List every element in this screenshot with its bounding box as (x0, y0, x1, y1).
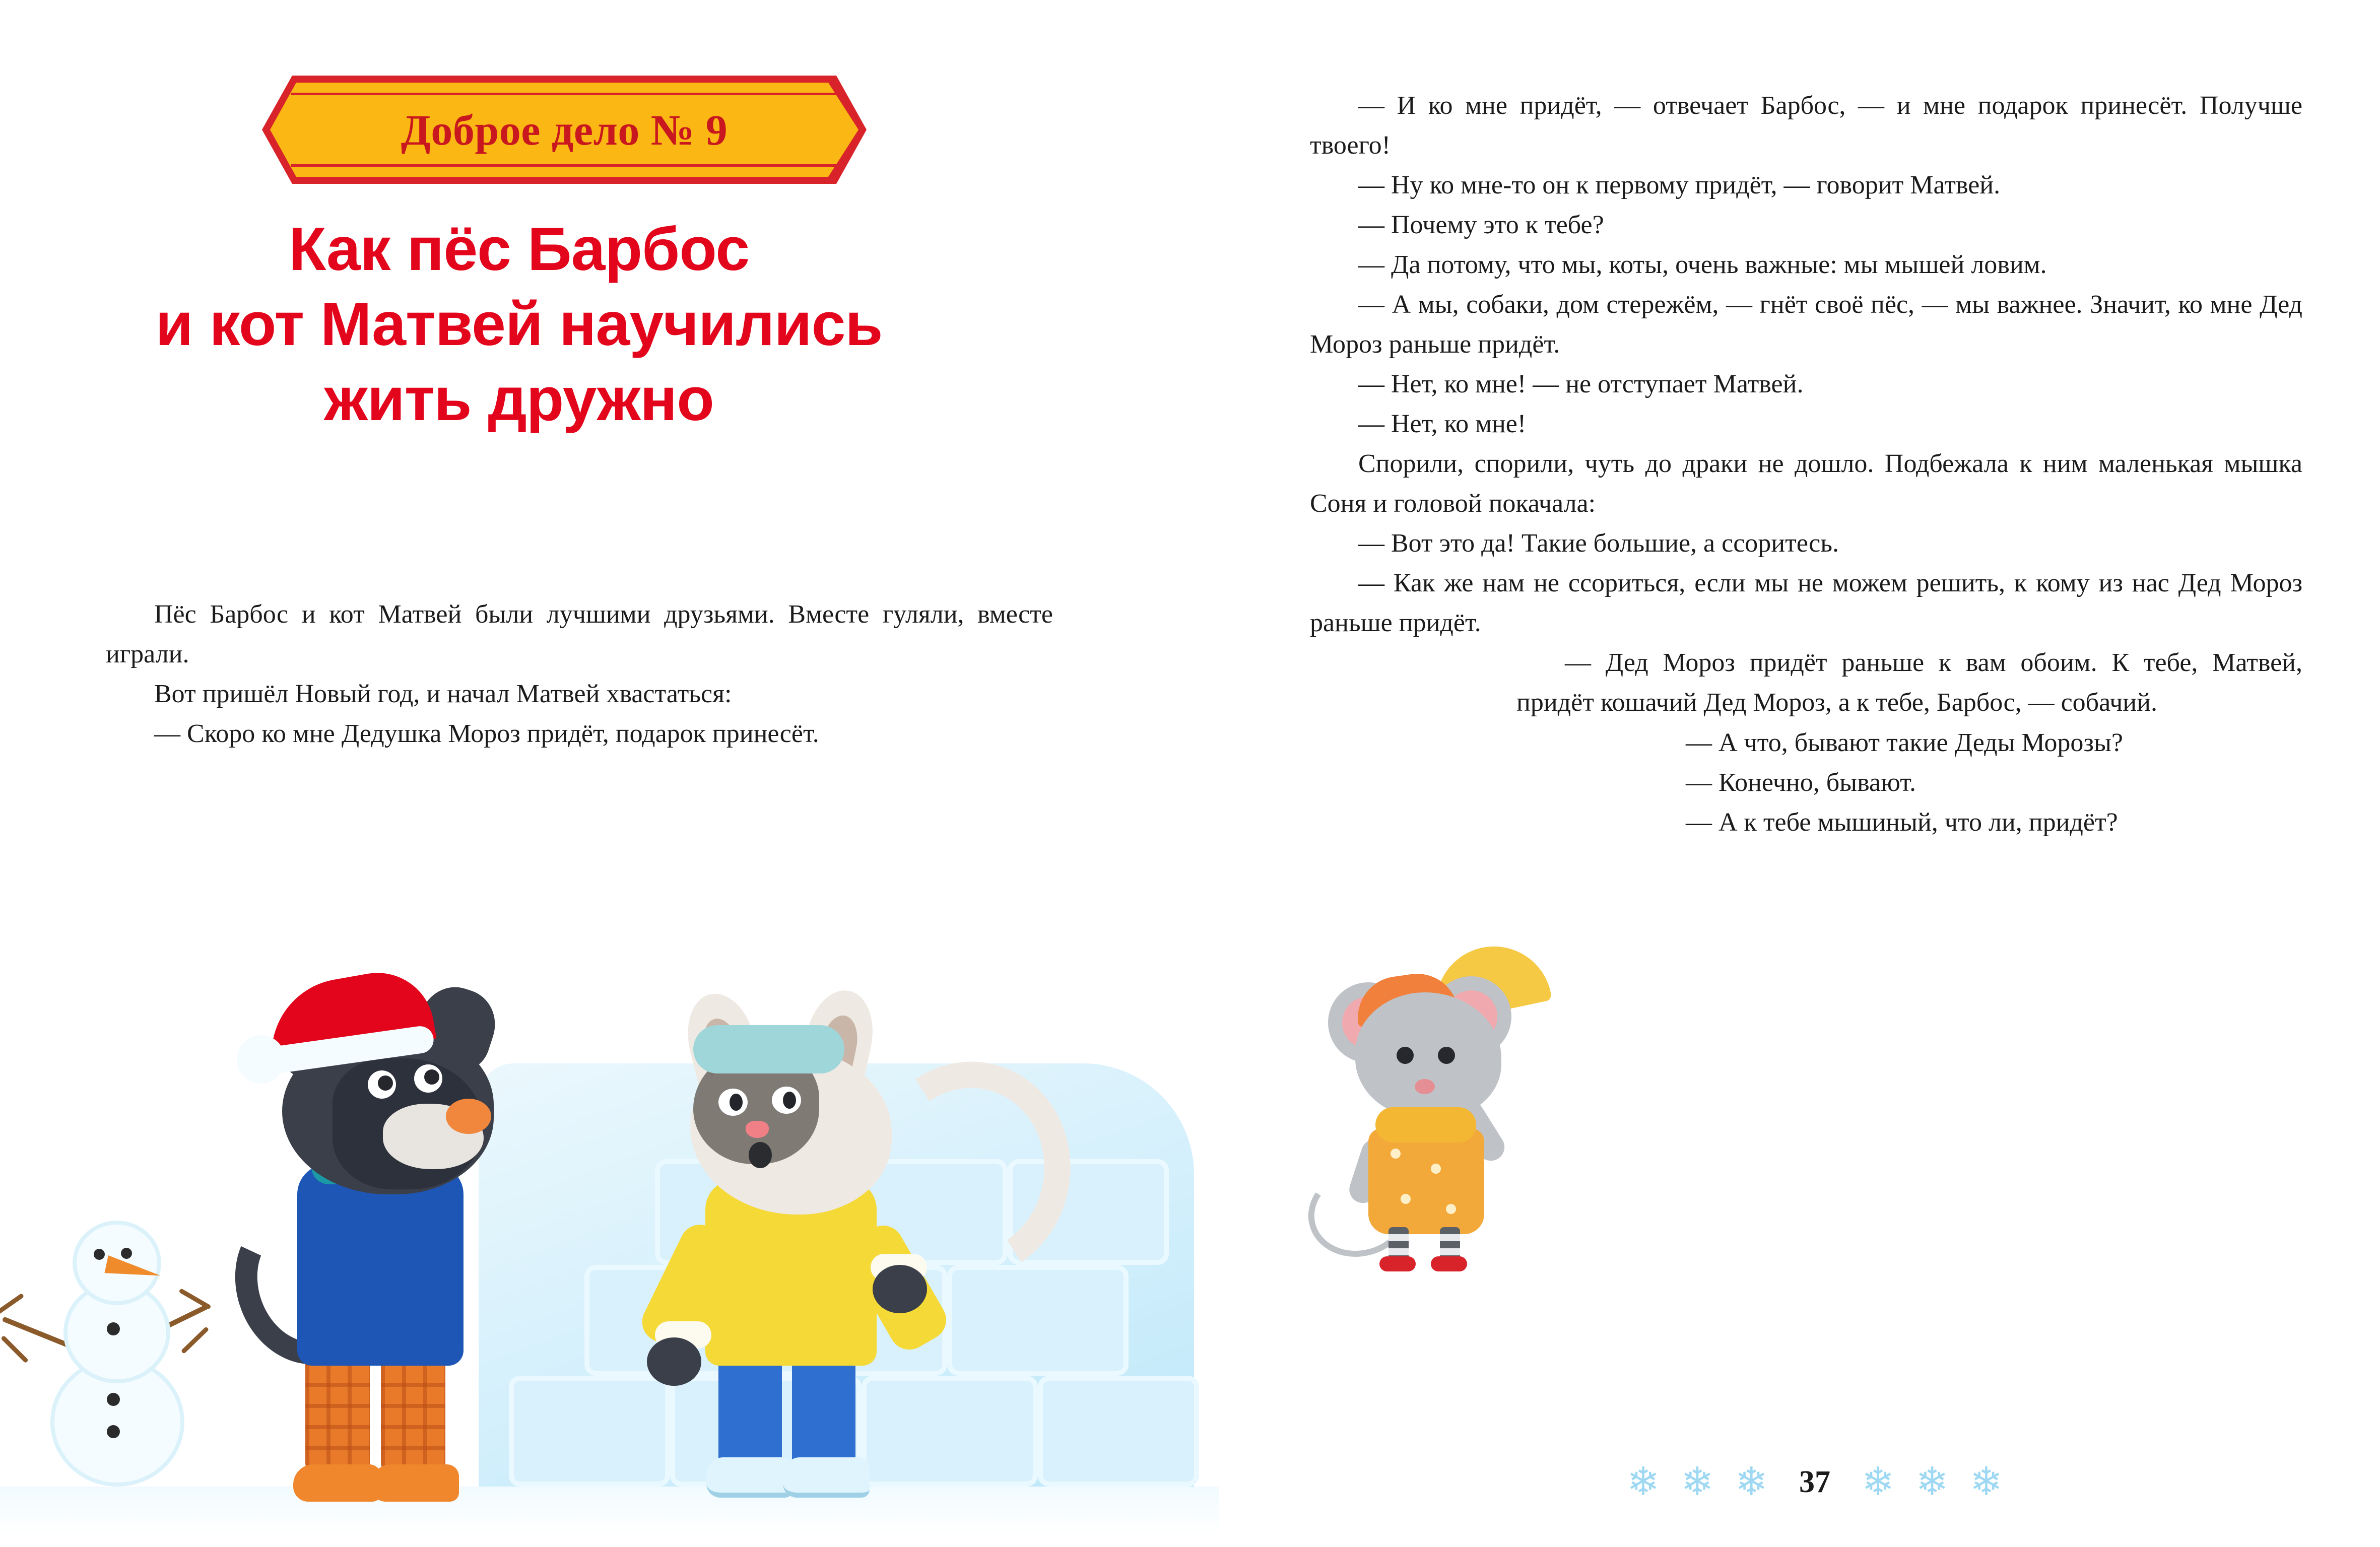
paragraph: — Как же нам не ссориться, если мы не можем решить, к кому из нас Дед Мороз раньше придёт. (1310, 569, 2302, 638)
dog-leg (381, 1356, 445, 1471)
snowman-button (107, 1322, 120, 1335)
paragraph: — Скоро ко мне Дедушка Мороз придёт, подарок принесёт. (154, 719, 819, 749)
paragraph: Вот пришёл Новый год, и начал Матвей хвастаться: (154, 680, 732, 709)
mouse-nose (1415, 1079, 1435, 1094)
cat-mouth (749, 1142, 772, 1168)
cat-paw (873, 1265, 927, 1313)
paragraph: — Конечно, бывают. (1686, 768, 1916, 797)
badge-label: Доброе дело № 9 (401, 105, 728, 154)
story-title-line-2: и кот Матвей научились (155, 289, 883, 358)
snowflake-icon: ❄ (1915, 1460, 1949, 1504)
dress-dot (1401, 1194, 1411, 1204)
story-title-line-3: жить дружно (324, 364, 714, 433)
page-footer (1249, 1462, 2380, 1502)
page-number: 37 (1799, 1464, 1830, 1499)
cat-pupil (783, 1092, 796, 1109)
right-text-column (1310, 86, 2302, 842)
mouse-eye (1438, 1047, 1455, 1064)
paragraph: — А что, бывают такие Деды Морозы? (1686, 728, 2123, 757)
snowman-eye (94, 1249, 105, 1260)
dog-leg (305, 1356, 370, 1471)
cat-nose (746, 1121, 769, 1138)
dress-dot (1431, 1164, 1441, 1174)
dog-pupil (378, 1075, 393, 1091)
chapter-badge (262, 76, 867, 184)
snowflake-icon: ❄ (1862, 1460, 1895, 1504)
dress-dot (1446, 1204, 1456, 1214)
dog-nose (446, 1099, 491, 1134)
cat-character-matvey (594, 993, 1018, 1517)
mouse-with-cheese-illustration (1280, 947, 1592, 1269)
snowman-button (107, 1425, 120, 1438)
dog-boot (371, 1464, 459, 1502)
snowman-twig (1, 1335, 29, 1364)
dog-character-barbos (217, 973, 600, 1517)
snowman (30, 1204, 196, 1487)
paragraph: — А мы, собаки, дом стережём, — гнёт своё пёс, — мы важнее. Значит, ко мне Дед Мороз раньше придёт. (1310, 290, 2302, 359)
cat-skate (706, 1457, 793, 1498)
mouse-shoe (1379, 1256, 1416, 1271)
cat-skate (783, 1457, 870, 1498)
paragraph: Пёс Барбос и кот Матвей были лучшими друзьями. Вместе гуляли, вместе играли. (106, 600, 1053, 669)
snowflake-icon: ❄ (1735, 1460, 1768, 1504)
snowman-twig (181, 1326, 210, 1354)
mouse-shoe (1431, 1256, 1467, 1271)
mouse-dress (1368, 1128, 1484, 1234)
paragraph: — Ну ко мне-то он к первому придёт, — говорит Матвей. (1358, 171, 2001, 200)
paragraph: — Вот это да! Такие большие, а ссоритесь. (1358, 529, 1839, 558)
snowman-twig (0, 1293, 24, 1317)
paragraph: Спорили, спорили, чуть до драки не дошло. Подбежала к ним маленькая мышка Соня и головой покачала: (1310, 449, 2302, 518)
snowflake-icon: ❄ (1969, 1460, 2003, 1504)
right-page (1249, 0, 2380, 1547)
paragraph: — Нет, ко мне! — не отступает Матвей. (1358, 370, 1804, 399)
santa-hat-pompom (237, 1035, 285, 1084)
snowflake-icon: ❄ (1681, 1460, 1714, 1504)
cat-pupil (730, 1094, 743, 1111)
dog-pupil (424, 1069, 439, 1085)
snowflake-icon: ❄ (1626, 1460, 1660, 1504)
paragraph: — И ко мне придёт, — отвечает Барбос, — и мне подарок принесёт. Получше твоего! (1310, 91, 2302, 160)
paragraph: — Дед Мороз придёт раньше к вам обоим. К тебе, Матвей, придёт кошачий Дед Мороз, а к тебе, Барбос, — собачий. (1516, 648, 2302, 717)
dress-dot (1391, 1149, 1401, 1159)
dog-coat (297, 1164, 464, 1366)
paragraph: — Да потому, что мы, коты, очень важные: мы мышей ловим. (1358, 250, 2047, 280)
dog-boot (293, 1464, 381, 1502)
left-text-column (106, 594, 1053, 754)
cat-headband (693, 1025, 844, 1073)
snowman-button (107, 1393, 120, 1406)
paragraph: — Нет, ко мне! (1358, 410, 1527, 439)
mouse-scarf (1375, 1107, 1476, 1142)
paragraph: — А к тебе мышиный, что ли, придёт? (1686, 808, 2118, 837)
page-title (91, 212, 947, 436)
ice-block (1038, 1376, 1199, 1487)
dog-and-cat-in-snow-illustration (0, 953, 1219, 1547)
cat-leg (792, 1358, 855, 1469)
snowman-eye (121, 1248, 132, 1259)
paragraph: — Почему это к тебе? (1358, 211, 1604, 240)
snowman-twig (178, 1288, 211, 1310)
cat-paw (647, 1337, 701, 1386)
story-title-line-1: Как пёс Барбос (288, 215, 750, 283)
cat-leg (718, 1358, 782, 1469)
mouse-eye (1397, 1047, 1414, 1064)
